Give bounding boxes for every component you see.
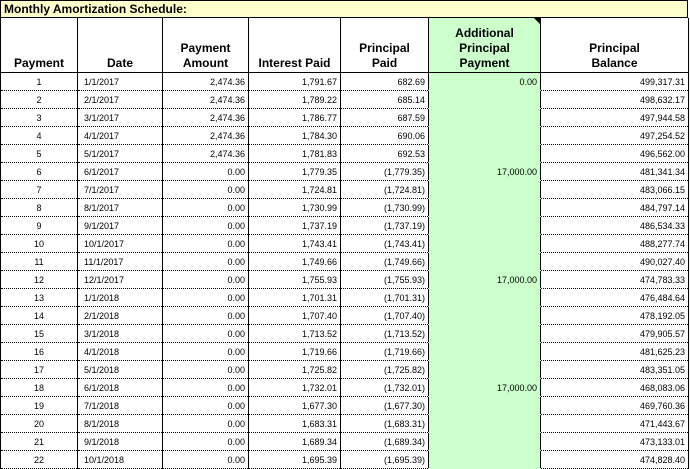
cell-principal-balance[interactable]: 468,083.06 bbox=[541, 379, 689, 397]
cell-payment-amount[interactable]: 0.00 bbox=[163, 253, 249, 271]
cell-interest-paid[interactable]: 1,791.67 bbox=[249, 73, 341, 91]
cell-interest-paid[interactable]: 1,724.81 bbox=[249, 181, 341, 199]
cell-interest-paid[interactable]: 1,683.31 bbox=[249, 415, 341, 433]
cell-interest-paid[interactable]: 1,689.34 bbox=[249, 433, 341, 451]
cell-payment[interactable]: 12 bbox=[1, 271, 78, 289]
cell-principal-balance[interactable]: 488,277.74 bbox=[541, 235, 689, 253]
table-row bbox=[1, 451, 689, 469]
cell-payment[interactable]: 6 bbox=[1, 163, 78, 181]
cell-payment-amount[interactable]: 2,474.36 bbox=[163, 109, 249, 127]
header-additional-line3: Payment bbox=[459, 56, 510, 70]
header-payment-amount-line1: Payment bbox=[180, 41, 231, 55]
table-row bbox=[1, 127, 689, 145]
header-principal-balance[interactable] bbox=[541, 18, 689, 73]
cell-additional-payment[interactable] bbox=[429, 343, 541, 361]
cell-principal-balance[interactable]: 484,797.14 bbox=[541, 199, 689, 217]
schedule-title: Monthly Amortization Schedule: bbox=[0, 0, 688, 18]
cell-date[interactable]: 6/1/2018 bbox=[78, 379, 163, 397]
header-balance-line2: Balance bbox=[591, 56, 638, 70]
cell-payment[interactable]: 11 bbox=[1, 253, 78, 271]
table-row bbox=[1, 289, 689, 307]
cell-interest-paid[interactable]: 1,677.30 bbox=[249, 397, 341, 415]
header-principal-paid-line2: Paid bbox=[371, 56, 398, 70]
cell-principal-paid[interactable]: (1,713.52) bbox=[341, 325, 429, 343]
cell-payment-amount[interactable]: 0.00 bbox=[163, 199, 249, 217]
table-row bbox=[1, 433, 689, 451]
cell-principal-balance[interactable]: 474,783.33 bbox=[541, 271, 689, 289]
cell-interest-paid[interactable]: 1,781.83 bbox=[249, 145, 341, 163]
cell-interest-paid[interactable]: 1,784.30 bbox=[249, 127, 341, 145]
table-row bbox=[1, 415, 689, 433]
cell-interest-paid[interactable]: 1,707.40 bbox=[249, 307, 341, 325]
cell-principal-paid[interactable]: (1,730.99) bbox=[341, 199, 429, 217]
table-row bbox=[1, 379, 689, 397]
cell-date[interactable]: 11/1/2017 bbox=[78, 253, 163, 271]
table-row bbox=[1, 325, 689, 343]
cell-additional-payment[interactable]: 17,000.00 bbox=[429, 271, 541, 289]
table-row bbox=[1, 343, 689, 361]
cell-date[interactable]: 7/1/2017 bbox=[78, 181, 163, 199]
table-row bbox=[1, 235, 689, 253]
cell-principal-balance[interactable]: 469,760.36 bbox=[541, 397, 689, 415]
header-interest-paid[interactable] bbox=[249, 18, 341, 73]
cell-interest-paid[interactable]: 1,749.66 bbox=[249, 253, 341, 271]
cell-payment[interactable]: 15 bbox=[1, 325, 78, 343]
header-payment-amount-line2: Amount bbox=[182, 56, 229, 70]
cell-additional-payment[interactable] bbox=[429, 199, 541, 217]
header-date[interactable] bbox=[78, 18, 163, 73]
table-row bbox=[1, 109, 689, 127]
table-row bbox=[1, 163, 689, 181]
table-row bbox=[1, 361, 689, 379]
header-payment[interactable] bbox=[1, 18, 78, 73]
cell-payment[interactable]: 16 bbox=[1, 343, 78, 361]
header-interest-paid-label: Interest Paid bbox=[258, 56, 331, 70]
cell-date[interactable]: 2/1/2017 bbox=[78, 91, 163, 109]
cell-interest-paid[interactable]: 1,732.01 bbox=[249, 379, 341, 397]
cell-date[interactable]: 8/1/2018 bbox=[78, 415, 163, 433]
cell-date[interactable]: 4/1/2018 bbox=[78, 343, 163, 361]
cell-date[interactable]: 6/1/2017 bbox=[78, 163, 163, 181]
cell-date[interactable]: 8/1/2017 bbox=[78, 199, 163, 217]
cell-principal-balance[interactable]: 479,905.57 bbox=[541, 325, 689, 343]
cell-principal-balance[interactable]: 497,254.52 bbox=[541, 127, 689, 145]
table-row bbox=[1, 397, 689, 415]
cell-date[interactable]: 2/1/2018 bbox=[78, 307, 163, 325]
cell-date[interactable]: 3/1/2018 bbox=[78, 325, 163, 343]
cell-principal-balance[interactable]: 497,944.58 bbox=[541, 109, 689, 127]
cell-principal-balance[interactable]: 474,828.40 bbox=[541, 451, 689, 469]
cell-payment[interactable]: 21 bbox=[1, 433, 78, 451]
table-row bbox=[1, 199, 689, 217]
cell-interest-paid[interactable]: 1,730.99 bbox=[249, 199, 341, 217]
cell-date[interactable]: 4/1/2017 bbox=[78, 127, 163, 145]
cell-additional-payment[interactable] bbox=[429, 433, 541, 451]
cell-principal-paid[interactable]: (1,725.82) bbox=[341, 361, 429, 379]
cell-payment-amount[interactable]: 2,474.36 bbox=[163, 91, 249, 109]
cell-payment[interactable]: 19 bbox=[1, 397, 78, 415]
cell-additional-payment[interactable] bbox=[429, 325, 541, 343]
cell-payment[interactable]: 8 bbox=[1, 199, 78, 217]
table-row bbox=[1, 217, 689, 235]
cell-date[interactable]: 7/1/2018 bbox=[78, 397, 163, 415]
cell-principal-paid[interactable]: 692.53 bbox=[341, 145, 429, 163]
cell-interest-paid[interactable]: 1,719.66 bbox=[249, 343, 341, 361]
cell-payment[interactable]: 4 bbox=[1, 127, 78, 145]
cell-principal-balance[interactable]: 498,632.17 bbox=[541, 91, 689, 109]
cell-principal-balance[interactable]: 481,625.23 bbox=[541, 343, 689, 361]
cell-payment-amount[interactable]: 0.00 bbox=[163, 163, 249, 181]
header-principal-paid-line1: Principal bbox=[359, 41, 410, 55]
cell-principal-paid[interactable]: (1,701.31) bbox=[341, 289, 429, 307]
cell-additional-payment[interactable]: 17,000.00 bbox=[429, 163, 541, 181]
cell-payment-amount[interactable]: 0.00 bbox=[163, 451, 249, 469]
cell-date[interactable]: 3/1/2017 bbox=[78, 109, 163, 127]
table-row bbox=[1, 307, 689, 325]
cell-payment-amount[interactable]: 0.00 bbox=[163, 361, 249, 379]
cell-principal-balance[interactable]: 471,443.67 bbox=[541, 415, 689, 433]
table-row bbox=[1, 91, 689, 109]
cell-payment-amount[interactable]: 2,474.36 bbox=[163, 145, 249, 163]
table-row bbox=[1, 271, 689, 289]
cell-date[interactable]: 10/1/2018 bbox=[78, 451, 163, 469]
cell-principal-paid[interactable]: (1,743.41) bbox=[341, 235, 429, 253]
cell-payment-amount[interactable]: 0.00 bbox=[163, 397, 249, 415]
cell-payment-amount[interactable]: 2,474.36 bbox=[163, 127, 249, 145]
amortization-table bbox=[0, 18, 689, 469]
cell-date[interactable]: 5/1/2017 bbox=[78, 145, 163, 163]
header-additional-line1: Additional bbox=[455, 26, 514, 40]
cell-payment[interactable]: 13 bbox=[1, 289, 78, 307]
cell-payment-amount[interactable]: 0.00 bbox=[163, 433, 249, 451]
cell-principal-paid[interactable]: (1,719.66) bbox=[341, 343, 429, 361]
cell-payment[interactable]: 17 bbox=[1, 361, 78, 379]
cell-interest-paid[interactable]: 1,701.31 bbox=[249, 289, 341, 307]
cell-principal-paid[interactable]: (1,737.19) bbox=[341, 217, 429, 235]
cell-principal-paid[interactable]: (1,724.81) bbox=[341, 181, 429, 199]
cell-principal-paid[interactable]: 682.69 bbox=[341, 73, 429, 91]
cell-payment[interactable]: 18 bbox=[1, 379, 78, 397]
header-payment-amount[interactable] bbox=[163, 18, 249, 73]
cell-principal-balance[interactable]: 481,341.34 bbox=[541, 163, 689, 181]
cell-payment-amount[interactable]: 0.00 bbox=[163, 217, 249, 235]
header-date-label: Date bbox=[106, 56, 133, 70]
cell-interest-paid[interactable]: 1,755.93 bbox=[249, 271, 341, 289]
cell-principal-paid[interactable]: (1,677.30) bbox=[341, 397, 429, 415]
cell-additional-payment[interactable] bbox=[429, 307, 541, 325]
cell-payment-amount[interactable]: 0.00 bbox=[163, 325, 249, 343]
table-row bbox=[1, 145, 689, 163]
cell-interest-paid[interactable]: 1,786.77 bbox=[249, 109, 341, 127]
cell-principal-paid[interactable]: (1,683.31) bbox=[341, 415, 429, 433]
cell-additional-payment[interactable] bbox=[429, 289, 541, 307]
cell-date[interactable]: 1/1/2018 bbox=[78, 289, 163, 307]
cell-payment[interactable]: 20 bbox=[1, 415, 78, 433]
cell-interest-paid[interactable]: 1,737.19 bbox=[249, 217, 341, 235]
header-row bbox=[1, 18, 689, 73]
cell-interest-paid[interactable]: 1,713.52 bbox=[249, 325, 341, 343]
cell-interest-paid[interactable]: 1,695.39 bbox=[249, 451, 341, 469]
cell-interest-paid[interactable]: 1,743.41 bbox=[249, 235, 341, 253]
cell-payment-amount[interactable]: 0.00 bbox=[163, 415, 249, 433]
cell-principal-balance[interactable]: 490,027.40 bbox=[541, 253, 689, 271]
cell-principal-paid[interactable]: (1,732.01) bbox=[341, 379, 429, 397]
cell-payment[interactable]: 22 bbox=[1, 451, 78, 469]
cell-payment[interactable]: 3 bbox=[1, 109, 78, 127]
cell-additional-payment[interactable]: 0.00 bbox=[429, 73, 541, 91]
table-row bbox=[1, 181, 689, 199]
cell-principal-paid[interactable]: 690.06 bbox=[341, 127, 429, 145]
cell-date[interactable]: 12/1/2017 bbox=[78, 271, 163, 289]
table-row bbox=[1, 253, 689, 271]
header-payment-label: Payment bbox=[13, 56, 65, 70]
cell-additional-payment[interactable] bbox=[429, 235, 541, 253]
cell-principal-paid[interactable]: (1,755.93) bbox=[341, 271, 429, 289]
cell-principal-balance[interactable]: 483,351.05 bbox=[541, 361, 689, 379]
cell-additional-payment[interactable] bbox=[429, 91, 541, 109]
cell-principal-paid[interactable]: (1,689.34) bbox=[341, 433, 429, 451]
cell-payment-amount[interactable]: 0.00 bbox=[163, 307, 249, 325]
cell-date[interactable]: 1/1/2017 bbox=[78, 73, 163, 91]
cell-payment[interactable]: 5 bbox=[1, 145, 78, 163]
cell-payment[interactable]: 2 bbox=[1, 91, 78, 109]
cell-additional-payment[interactable] bbox=[429, 451, 541, 469]
cell-payment[interactable]: 9 bbox=[1, 217, 78, 235]
cell-interest-paid[interactable]: 1,789.22 bbox=[249, 91, 341, 109]
cell-additional-payment[interactable] bbox=[429, 127, 541, 145]
header-principal-paid[interactable] bbox=[341, 18, 429, 73]
cell-additional-payment[interactable]: 17,000.00 bbox=[429, 379, 541, 397]
cell-principal-balance[interactable]: 486,534.33 bbox=[541, 217, 689, 235]
cell-payment[interactable]: 10 bbox=[1, 235, 78, 253]
cell-date[interactable]: 9/1/2017 bbox=[78, 217, 163, 235]
cell-payment-amount[interactable]: 0.00 bbox=[163, 379, 249, 397]
cell-additional-payment[interactable] bbox=[429, 217, 541, 235]
cell-principal-balance[interactable]: 483,066.15 bbox=[541, 181, 689, 199]
cell-payment-amount[interactable]: 0.00 bbox=[163, 289, 249, 307]
cell-payment-amount[interactable]: 0.00 bbox=[163, 271, 249, 289]
cell-additional-payment[interactable] bbox=[429, 361, 541, 379]
header-additional-line2: Principal bbox=[459, 41, 510, 55]
cell-principal-balance[interactable]: 499,317.31 bbox=[541, 73, 689, 91]
cell-principal-balance[interactable]: 478,192.05 bbox=[541, 307, 689, 325]
cell-principal-paid[interactable]: 687.59 bbox=[341, 109, 429, 127]
cell-interest-paid[interactable]: 1,779.35 bbox=[249, 163, 341, 181]
cell-payment-amount[interactable]: 0.00 bbox=[163, 181, 249, 199]
cell-payment[interactable]: 7 bbox=[1, 181, 78, 199]
cell-additional-payment[interactable] bbox=[429, 415, 541, 433]
cell-payment[interactable]: 1 bbox=[1, 73, 78, 91]
cell-principal-paid[interactable]: (1,779.35) bbox=[341, 163, 429, 181]
cell-principal-balance[interactable]: 473,133.01 bbox=[541, 433, 689, 451]
table-row bbox=[1, 73, 689, 91]
cell-payment-amount[interactable]: 0.00 bbox=[163, 235, 249, 253]
cell-date[interactable]: 5/1/2018 bbox=[78, 361, 163, 379]
cell-date[interactable]: 9/1/2018 bbox=[78, 433, 163, 451]
cell-additional-payment[interactable] bbox=[429, 397, 541, 415]
cell-additional-payment[interactable] bbox=[429, 145, 541, 163]
cell-principal-paid[interactable]: (1,707.40) bbox=[341, 307, 429, 325]
cell-date[interactable]: 10/1/2017 bbox=[78, 235, 163, 253]
cell-principal-paid[interactable]: (1,695.39) bbox=[341, 451, 429, 469]
cell-principal-paid[interactable]: 685.14 bbox=[341, 91, 429, 109]
cell-principal-balance[interactable]: 476,484.64 bbox=[541, 289, 689, 307]
header-additional-payment[interactable] bbox=[429, 18, 541, 73]
cell-payment-amount[interactable]: 2,474.36 bbox=[163, 73, 249, 91]
cell-principal-paid[interactable]: (1,749.66) bbox=[341, 253, 429, 271]
comment-indicator-icon bbox=[534, 18, 540, 24]
cell-additional-payment[interactable] bbox=[429, 253, 541, 271]
cell-payment-amount[interactable]: 0.00 bbox=[163, 343, 249, 361]
cell-additional-payment[interactable] bbox=[429, 109, 541, 127]
cell-payment[interactable]: 14 bbox=[1, 307, 78, 325]
cell-principal-balance[interactable]: 496,562.00 bbox=[541, 145, 689, 163]
cell-interest-paid[interactable]: 1,725.82 bbox=[249, 361, 341, 379]
cell-additional-payment[interactable] bbox=[429, 181, 541, 199]
header-balance-line1: Principal bbox=[589, 41, 640, 55]
